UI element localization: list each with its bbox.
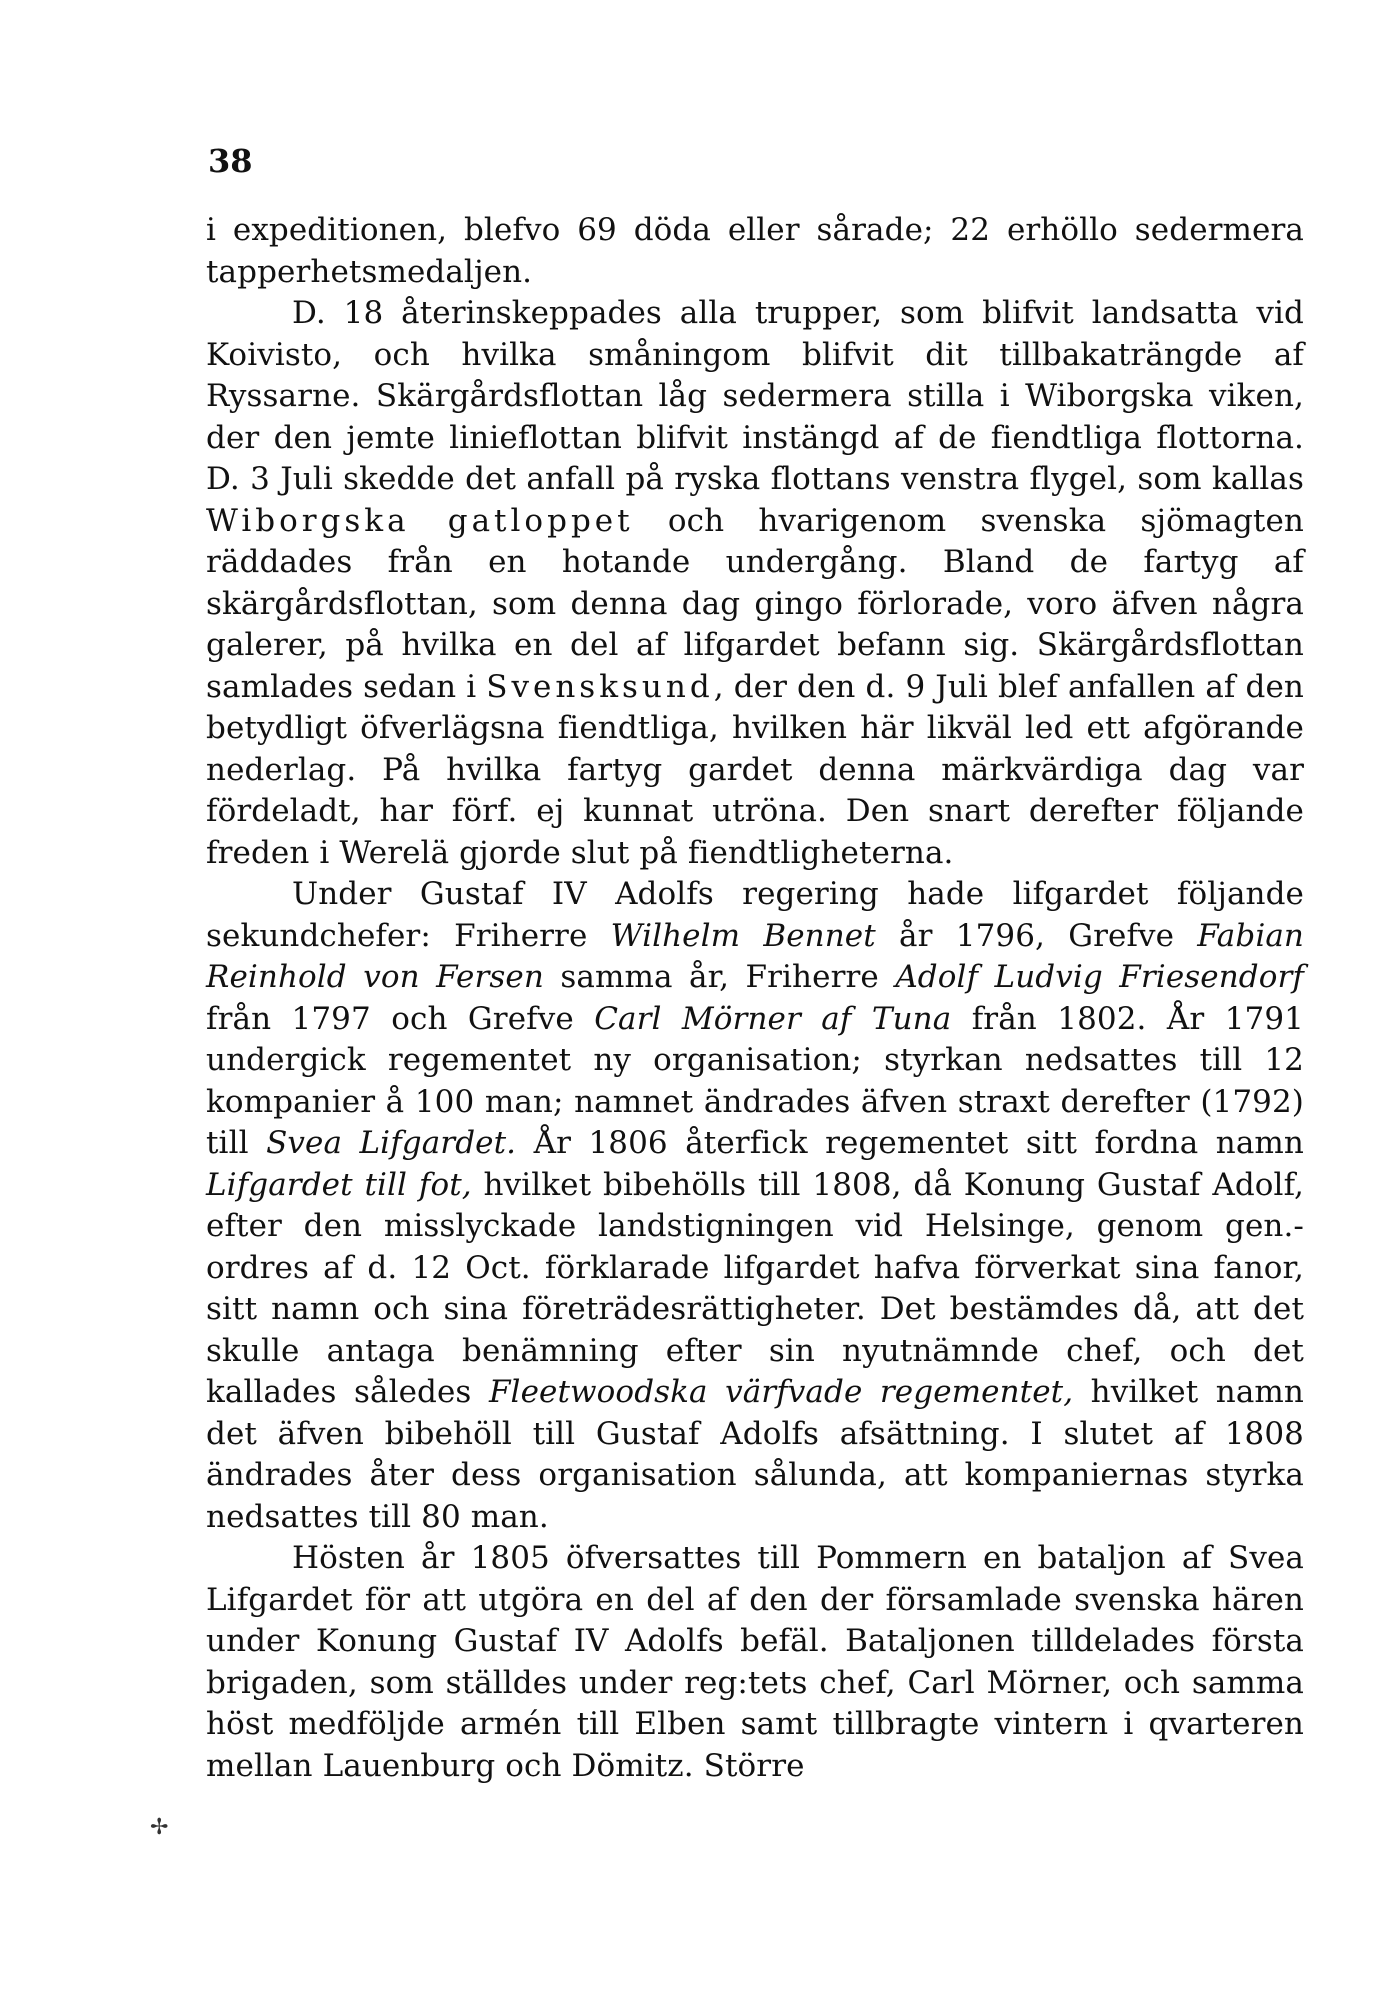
text-run: hvilket namn det äfven bibehöll till Gustaf Adolfs afsättning. I slutet af 1808 ändrades åter dess organisation sålunda, att kompaniernas styrka nedsattes till 80 man. bbox=[206, 1374, 1304, 1535]
text-run: , der den d. 9 Juli blef anfallen af den betydligt öfverlägsna fiendtliga, hvilken här likväl led ett afgörande nederlag. På hvilka fartyg gardet denna märkvärdiga dag var fördeladt, har förf. ej kunnat utröna. Den snart derefter följande freden i Werelä gjorde slut på fiendtligheterna. bbox=[206, 668, 1304, 871]
paragraph-p3 bbox=[206, 874, 1304, 1538]
body-text bbox=[206, 210, 1304, 1787]
text-run: År 1806 återfick regementet sitt fordna namn bbox=[516, 1125, 1304, 1161]
text-run: Svea Lifgardet. bbox=[266, 1125, 517, 1161]
text-run: Under Gustaf IV Adolfs regering hade lifgardet följande sekundchefer: Friherre bbox=[206, 876, 1304, 954]
text-run: Svensksund bbox=[486, 668, 714, 705]
text-run: år 1796, Grefve bbox=[875, 917, 1198, 954]
text-run: Carl Mörner af Tuna bbox=[594, 1000, 952, 1037]
text-run: Adolf Ludvig Friesendorf bbox=[895, 959, 1304, 995]
margin-mark: ✢ bbox=[150, 1815, 169, 1840]
paragraph-p4 bbox=[206, 1538, 1304, 1787]
text-run: i expeditionen, blefvo 69 döda eller sårade; 22 erhöllo sedermera tapperhetsmedaljen. bbox=[206, 212, 1304, 290]
text-run: Lifgardet till fot, bbox=[206, 1166, 472, 1203]
text-run: från 1802. År 1791 undergick regementet ny organisation; styrkan nedsattes till 12 kompanier å 100 man; namnet ändrades äfven straxt derefter (1792) till bbox=[206, 1000, 1305, 1161]
text-run: och hvarigenom svenska sjömagten räddades från en hotande undergång. Bland de fartyg af skärgårdsflottan, som denna dag gingo förlorade, voro äfven några galerer, på hvilka en del af lifgardet befann sig. Skärgårdsflottan samlades sedan i bbox=[206, 502, 1304, 705]
text-run: från 1797 och Grefve bbox=[206, 1000, 595, 1037]
text-run: Wilhelm Bennet bbox=[610, 917, 876, 954]
paragraph-p1 bbox=[206, 210, 1304, 293]
text-run: Hösten år 1805 öfversattes till Pommern en bataljon af Svea Lifgardet för att utgöra en del af den der församlade svenska hären under Konung Gustaf IV Adolfs befäl. Bataljonen tilldelades första brigaden, som ställdes under reg:tets chef, Carl Mörner, och samma höst medföljde armén till Elben samt tillbragte vintern i qvarteren mellan Lauenburg och Dömitz. Större bbox=[206, 1540, 1304, 1784]
text-run: D. 18 återinskeppades alla trupper, som blifvit landsatta vid Koivisto, och hvilka småningom blifvit dit tillbakaträngde af Ryssarne. Skärgårdsflottan låg sedermera stilla i Wiborgska viken, der den jemte linieflottan blifvit instängd af de fiendtliga flottorna. D. 3 Juli skedde det anfall på ryska flottans venstra flygel, som kallas bbox=[206, 295, 1304, 497]
text-run: hvilket bibehölls till 1808, då Konung Gustaf Adolf, efter den misslyckade landstigningen vid Helsinge, genom gen.-ordres af d. 12 Oct. förklarade lifgardet hafva förverkat sina fanor, sitt namn och sina företrädesrättigheter. Det bestämdes då, att det skulle antaga benämning efter sin nyutnämnde chef, och det kallades således bbox=[206, 1166, 1304, 1410]
text-run: samma år, Friherre bbox=[543, 959, 896, 995]
text-run: Fleetwoodska värfvade regementet, bbox=[488, 1374, 1074, 1410]
page-number: 38 bbox=[208, 142, 253, 180]
paragraph-p2 bbox=[206, 293, 1304, 874]
text-run: Fabian Reinhold von Fersen bbox=[206, 917, 1304, 995]
text-run: Wiborgska gatloppet bbox=[206, 502, 634, 539]
